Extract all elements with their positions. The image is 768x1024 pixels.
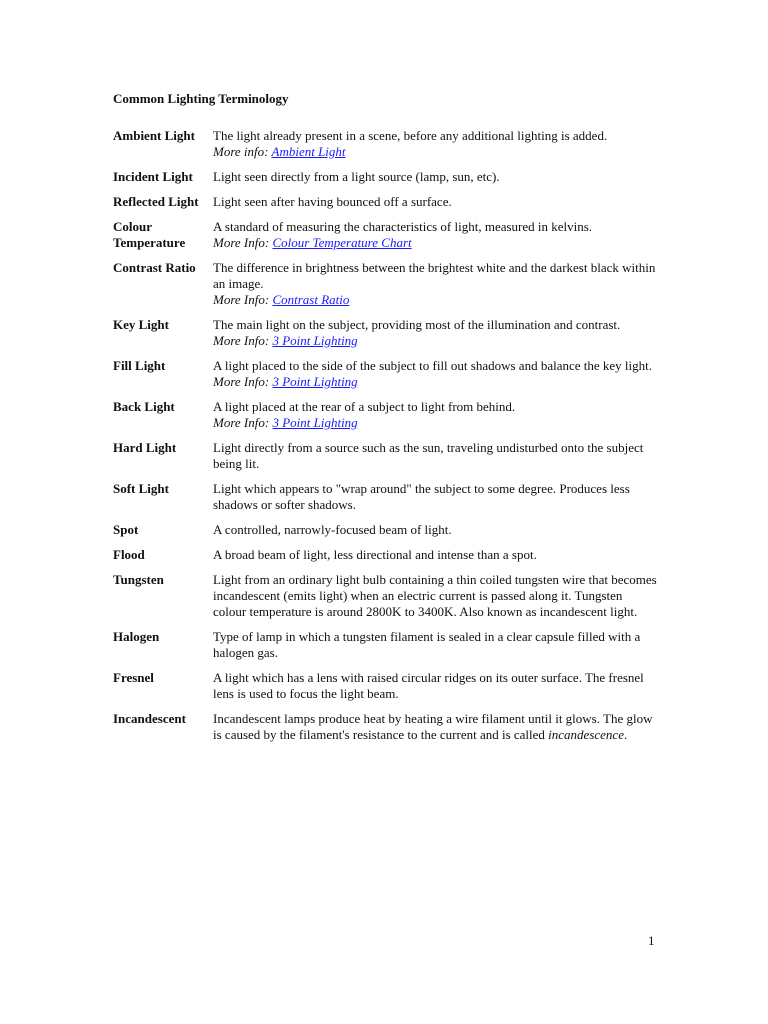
term-row	[113, 547, 658, 563]
term-definition-block	[213, 128, 658, 160]
term-row	[113, 358, 658, 390]
term-name: Spot	[113, 522, 139, 537]
more-info-link[interactable]: 3 Point Lighting	[272, 374, 358, 389]
term-definition-block	[213, 194, 658, 210]
term-definition: Type of lamp in which a tungsten filament is sealed in a clear capsule filled with a halogen gas.	[213, 629, 641, 660]
term-row	[113, 128, 658, 160]
term-row	[113, 481, 658, 513]
term-definition-italic: incandescence	[548, 727, 624, 742]
page-title: Common Lighting Terminology	[113, 91, 289, 106]
more-info-link[interactable]: Colour Temperature Chart	[272, 235, 412, 250]
term-name: Ambient Light	[113, 128, 195, 143]
term-definition: Light from an ordinary light bulb containing a thin coiled tungsten wire that becomes incandescent (emits light) when an electric current is passed along it. Tungsten colour temperature is around 2800K to 3400K. Also known as incandescent light.	[213, 572, 657, 619]
term-definition-block	[213, 399, 658, 431]
term-definition-block	[213, 670, 658, 702]
term-name: Incident Light	[113, 169, 193, 184]
more-info-link[interactable]: 3 Point Lighting	[272, 415, 358, 430]
term-definition-block	[213, 169, 658, 185]
term-row	[113, 399, 658, 431]
term-row	[113, 317, 658, 349]
term-row	[113, 670, 658, 702]
term-definition-block	[213, 440, 658, 472]
term-definition-block	[213, 219, 658, 251]
term-definition: Incandescent lamps produce heat by heating a wire filament until it glows. The glow is caused by the filament's resistance to the current and is called	[213, 711, 653, 742]
term-definition: The main light on the subject, providing most of the illumination and contrast.	[213, 317, 621, 332]
term-name: Tungsten	[113, 572, 164, 587]
page-number: 1	[648, 933, 655, 948]
term-name: Reflected Light	[113, 194, 199, 209]
term-definition-block	[213, 711, 658, 743]
term-row	[113, 711, 658, 743]
term-row	[113, 629, 658, 661]
more-info-prefix: More Info:	[213, 333, 273, 348]
term-name: Flood	[113, 547, 145, 562]
term-definition: A controlled, narrowly-focused beam of light.	[213, 522, 452, 537]
term-name: Back Light	[113, 399, 175, 414]
term-row	[113, 440, 658, 472]
term-definition: The difference in brightness between the brightest white and the darkest black within an image.	[213, 260, 656, 291]
term-row	[113, 572, 658, 620]
more-info-prefix: More Info:	[213, 292, 273, 307]
term-definition-block	[213, 317, 658, 349]
more-info-line	[213, 235, 658, 251]
term-definition-block	[213, 547, 658, 563]
term-row	[113, 260, 658, 308]
more-info-prefix: More Info:	[213, 374, 273, 389]
term-definition-end: .	[623, 727, 628, 742]
term-definition: Light seen after having bounced off a surface.	[213, 194, 452, 209]
term-definition-block	[213, 572, 658, 620]
term-definition: A light which has a lens with raised circular ridges on its outer surface. The fresnel lens is used to focus the light beam.	[213, 670, 644, 701]
term-definition: Light seen directly from a light source (lamp, sun, etc).	[213, 169, 500, 184]
more-info-prefix: More Info:	[213, 235, 273, 250]
term-name: Key Light	[113, 317, 169, 332]
more-info-line	[213, 374, 658, 390]
more-info-line	[213, 292, 658, 308]
term-definition: A light placed to the side of the subject to fill out shadows and balance the key light.	[213, 358, 653, 373]
term-definition-block	[213, 260, 658, 308]
term-name: Hard Light	[113, 440, 177, 455]
term-definition-block	[213, 358, 658, 390]
term-name: Halogen	[113, 629, 160, 644]
more-info-link[interactable]: 3 Point Lighting	[272, 333, 358, 348]
more-info-link[interactable]: Ambient Light	[271, 144, 346, 159]
terms-list	[113, 128, 658, 752]
term-name: Fill Light	[113, 358, 166, 373]
term-definition-block	[213, 481, 658, 513]
term-row	[113, 219, 658, 251]
term-row	[113, 169, 658, 185]
more-info-prefix: More info:	[213, 144, 272, 159]
term-definition: A broad beam of light, less directional and intense than a spot.	[213, 547, 537, 562]
term-definition: Light which appears to "wrap around" the subject to some degree. Produces less shadows or softer shadows.	[213, 481, 630, 512]
term-definition: Light directly from a source such as the sun, traveling undisturbed onto the subject being lit.	[213, 440, 644, 471]
term-row	[113, 194, 658, 210]
more-info-prefix: More Info:	[213, 415, 273, 430]
more-info-link[interactable]: Contrast Ratio	[272, 292, 350, 307]
term-definition: A light placed at the rear of a subject to light from behind.	[213, 399, 516, 414]
term-name: Colour Temperature	[113, 219, 186, 250]
more-info-line	[213, 333, 658, 349]
term-name: Fresnel	[113, 670, 154, 685]
term-definition: A standard of measuring the characteristics of light, measured in kelvins.	[213, 219, 593, 234]
more-info-line	[213, 415, 658, 431]
term-row	[113, 522, 658, 538]
term-name: Contrast Ratio	[113, 260, 196, 275]
term-name: Incandescent	[113, 711, 186, 726]
more-info-line	[213, 144, 658, 160]
term-name: Soft Light	[113, 481, 169, 496]
term-definition-block	[213, 629, 658, 661]
term-definition-block	[213, 522, 658, 538]
term-definition: The light already present in a scene, before any additional lighting is added.	[213, 128, 608, 143]
